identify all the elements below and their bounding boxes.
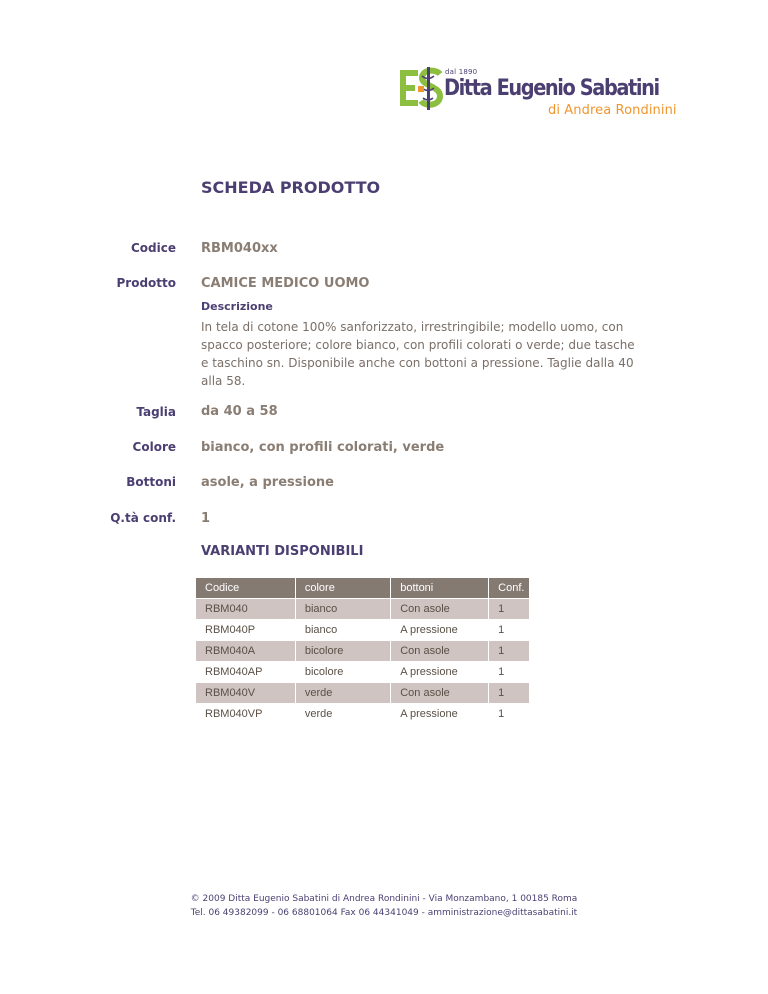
colore-label: Colore (132, 440, 176, 454)
table-header-row (196, 578, 530, 599)
variants-title: VARIANTI DISPONIBILI (201, 544, 364, 559)
codice-label: Codice (130, 241, 176, 255)
cell-conf: 1 (489, 662, 530, 683)
cell-codice: RBM040P (196, 620, 295, 641)
cell-colore: verde (295, 704, 390, 725)
cell-bottoni: A pressione (391, 662, 489, 683)
header-codice: Codice (196, 578, 295, 599)
footer (0, 892, 768, 920)
descrizione-heading: Descrizione (201, 300, 273, 313)
cell-conf: 1 (489, 599, 530, 620)
header-bottoni: bottoni (391, 578, 489, 599)
page-title: SCHEDA PRODOTTO (201, 178, 381, 197)
header-colore: colore (295, 578, 390, 599)
logo-es-mark-icon (398, 66, 444, 112)
variants-table (196, 578, 530, 725)
cell-bottoni: Con asole (391, 599, 489, 620)
table-row (196, 599, 530, 620)
cell-conf: 1 (489, 704, 530, 725)
table-row (196, 683, 530, 704)
logo-company-name: Ditta Eugenio Sabatini (444, 76, 659, 101)
cell-colore: bianco (295, 599, 390, 620)
cell-codice: RBM040 (196, 599, 295, 620)
cell-colore: bicolore (295, 662, 390, 683)
cell-codice: RBM040V (196, 683, 295, 704)
descrizione-line: e taschino sn. Disponibile anche con bottoni a pressione. Taglie dalla 40 (201, 356, 634, 370)
table-row (196, 662, 530, 683)
cell-conf: 1 (489, 641, 530, 662)
prodotto-label: Prodotto (116, 276, 176, 290)
header-conf: Conf. (489, 578, 530, 599)
cell-codice: RBM040VP (196, 704, 295, 725)
logo-since: dal 1890 (445, 68, 478, 76)
qta-conf-value: 1 (201, 511, 211, 526)
bottoni-value: asole, a pressione (201, 475, 334, 490)
footer-copyright: © 2009 Ditta Eugenio Sabatini di Andrea Rondinini - Via Monzambano, 1 00185 Roma (190, 894, 578, 904)
codice-value: RBM040xx (201, 241, 278, 256)
cell-conf: 1 (489, 620, 530, 641)
table-row (196, 641, 530, 662)
cell-bottoni: A pressione (391, 704, 489, 725)
cell-bottoni: A pressione (391, 620, 489, 641)
cell-bottoni: Con asole (391, 683, 489, 704)
prodotto-value: CAMICE MEDICO UOMO (201, 276, 370, 291)
company-logo (398, 64, 678, 120)
colore-value: bianco, con profili colorati, verde (201, 440, 445, 455)
logo-subtitle: di Andrea Rondinini (548, 103, 677, 118)
footer-contacts: Tel. 06 49382099 - 06 68801064 Fax 06 44341049 - amministrazione@dittasabatini.it (190, 908, 578, 918)
cell-codice: RBM040A (196, 641, 295, 662)
bottoni-label: Bottoni (126, 475, 176, 489)
descrizione-text (201, 318, 653, 390)
taglia-value: da 40 a 58 (201, 404, 278, 419)
table-row (196, 620, 530, 641)
taglia-label: Taglia (136, 405, 176, 419)
cell-colore: verde (295, 683, 390, 704)
qta-conf-label: Q.tà conf. (110, 511, 176, 525)
cell-bottoni: Con asole (391, 641, 489, 662)
table-row (196, 704, 530, 725)
descrizione-line: In tela di cotone 100% sanforizzato, irrestringibile; modello uomo, con (201, 320, 624, 334)
descrizione-line: alla 58. (201, 374, 246, 388)
cell-colore: bicolore (295, 641, 390, 662)
descrizione-line: spacco posteriore; colore bianco, con profili colorati o verde; due tasche (201, 338, 635, 352)
cell-colore: bianco (295, 620, 390, 641)
cell-codice: RBM040AP (196, 662, 295, 683)
cell-conf: 1 (489, 683, 530, 704)
